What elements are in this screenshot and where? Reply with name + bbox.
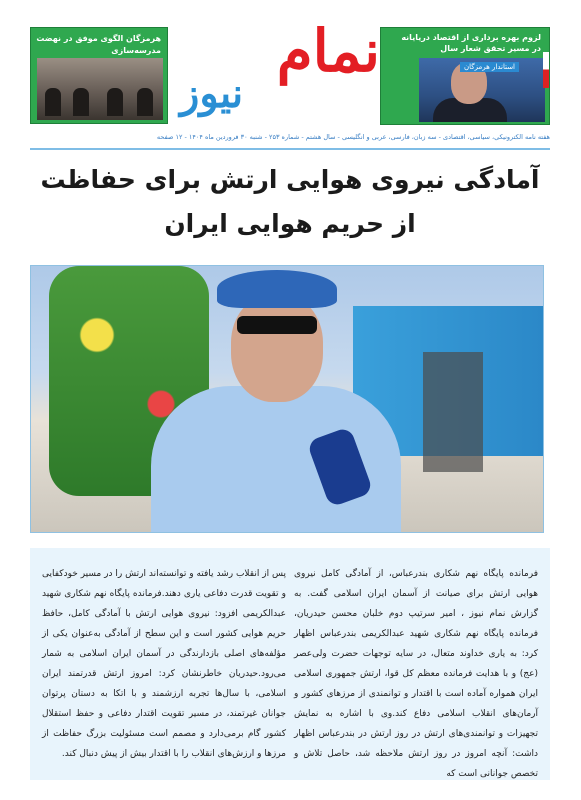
brand-logo[interactable] [180,17,390,121]
article-body [30,548,550,780]
side-story-right-caption: استاندار هرمزگان [460,62,519,72]
headline-section [30,152,550,260]
divider [30,148,550,150]
person-figure [45,88,61,116]
article-column-left: پس از انقلاب رشد یافته و توانسته‌اند ارتش را در مسیر خودکفایی و تقویت قدرت دفاعی یاری دهند.فرمانده پایگاه نهم شکاری شهید عبدالکریمی افزود: نیروی هوایی ارتش با آمادگی کامل، حافظ حریم هوایی کشور است و این سطح از آمادگی به‌عنوان یکی از مؤلفه‌های اصلی بازدارندگی در آسمان ایران اسلامی به شمار می‌رود.حیدریان خاطرنشان کرد: امروز ارتش قدرتمند ایران اسلامی، با سال‌ها تجربه ارزشمند و با اتکا به دستان پرتوان جوانان غیرتمند، در مسیر تقویت اقتدار دفاعی و حفظ استقلال کشور گام برمی‌دارد و مصمم است مسئولیت بزرگ حفاظت از مرزها و ارزش‌های انقلاب را با اقتدار بیش از پیش دنبال کند. [42,569,286,759]
logo-word-top: نمام [276,17,380,85]
person-figure [73,88,89,116]
side-story-right[interactable] [380,27,550,125]
side-story-right-title: لزوم بهره برداری از اقتصاد دریایانه در مسیر تحقق شعار سال [401,33,541,53]
iran-flag-icon [543,34,549,88]
logo-word-bottom: نیوز [180,70,244,117]
officer-face [231,294,323,402]
article-column-right: فرمانده پایگاه نهم شکاری بندرعباس، از آمادگی کامل نیروی هوایی ارتش برای صیانت از آسمان ایران اسلامی گفت. به گزارش نمام نیوز ، امیر سرتیپ دوم خلبان محسن حیدریان، فرمانده پایگاه نهم شکاری شهید عبدالکریمی بندرعباس اظهار کرد: به یاری خداوند متعال، در سایه توجهات حضرت ولی‌عصر (عج) و با هدایت فرمانده معظم کل قوا، ارتش جمهوری اسلامی ایران همواره آماده است با اقتدار و توانمندی از مرزهای کشور و آرمان‌های انقلاب اسلامی دفاع کند‌.وی با اشاره به نمایش تجهیزات و توانمندی‌های ارتش در روز ارتش در بندرعباس اظهار داشت: آنچه امروز در روز ارتش ملاحظه شد، حاصل تلاش و تخصص جوانانی است که [294,569,538,779]
main-headline[interactable]: آمادگی نیروی هوایی ارتش برای حفاظت از حریم هوایی ایران [40,165,540,238]
officer-cap [217,270,337,308]
side-story-left-photo [37,58,163,120]
person-figure [107,88,123,116]
person-figure [137,88,153,116]
officer-uniform [151,386,401,533]
side-story-left[interactable] [30,27,168,124]
masthead [30,17,550,125]
sunglasses [237,316,317,334]
camera-crane [423,352,483,472]
side-story-left-title: هرمزگان الگوی موفق در نهضت مدرسه‌سازی [36,34,161,55]
issue-info-line: هفته نامه الکترونیکی، سیاسی، اقتصادی - سه زبان، فارسی، عربی و انگلیسی - سال هشتم - شماره ۲۵۳ - شنبه ۳۰ فروردین ماه ۱۴۰۴ - ۱۲ صفحه [156,133,550,141]
main-story-photo [30,265,544,533]
